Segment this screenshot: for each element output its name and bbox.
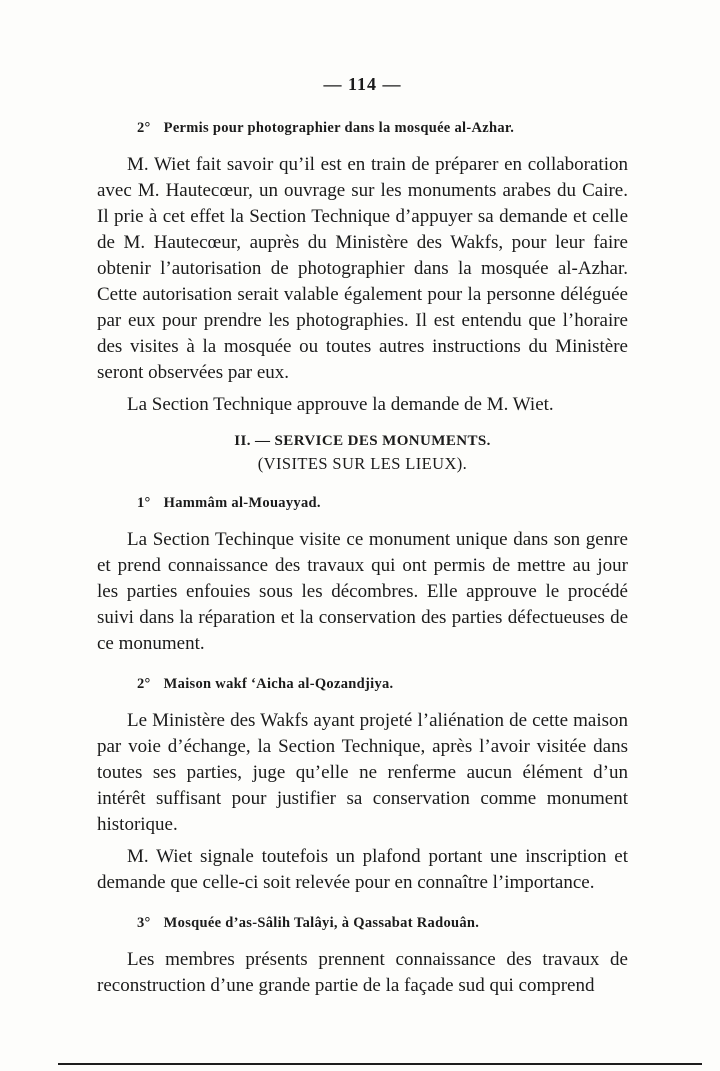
- subheading-hammam: [137, 494, 628, 512]
- paragraph-approval: La Section Technique approuve la demande de M. Wiet.: [127, 394, 554, 415]
- subheading-permis-azhar-label: Permis pour photographier dans la mosquée al-Azhar.: [163, 120, 515, 136]
- paragraph-wiet-request: M. Wiet fait savoir qu’il est en train de préparer en collaboration avec M. Hautecœur, un ouvrage sur les monuments arabes du Caire. Il prie à cet effet la Section Technique d’appuyer sa demande et celle de M. Hautecœur, auprès du Ministère des Wakfs, pour leur faire obtenir l’autorisation de photographier dans la mosquée al-Azhar. Cette autorisation serait valable également pour la personne déléguée par eux pour prendre les photographies. Il est entendu que l’horaire des visites à la mosquée ou toutes autres instructions du Ministère seront observées par eux.: [97, 154, 628, 383]
- section-title-monuments: [97, 430, 628, 476]
- paragraph-maison-alienation: Le Ministère des Wakfs ayant projeté l’aliénation de cette maison par voie d’échange, la Section Technique, après l’avoir visitée dans toutes ses parties, juge qu’elle ne renferme aucun élément d’un intérêt suffisant pour justifier sa conservation comme monument historique.: [97, 710, 628, 835]
- subheading-maison-wakf-number: 2°: [137, 676, 151, 692]
- subheading-permis-azhar: [137, 119, 628, 137]
- subheading-maison-wakf-label: Maison wakf ‘Aicha al-Qozandjiya.: [163, 676, 394, 692]
- subheading-hammam-label: Hammâm al-Mouayyad.: [163, 495, 321, 511]
- subheading-mosquee-salih-number: 3°: [137, 915, 151, 931]
- page-edge-rule: [58, 1063, 702, 1065]
- subheading-mosquee-salih: [137, 914, 628, 932]
- subheading-permis-azhar-number: 2°: [137, 120, 151, 136]
- section-title-line2: (VISITES SUR LES LIEUX).: [257, 454, 468, 473]
- section-title-line1: II. — SERVICE DES MONUMENTS.: [234, 433, 491, 449]
- paragraph-hammam-visit: La Section Techinque visite ce monument unique dans son genre et prend connaissance des travaux qui ont permis de mettre au jour les parties enfouies sous les décombres. Elle approuve le procédé suivi dans la réparation et la conservation des parties défectueuses de ce monument.: [97, 529, 628, 654]
- page-number: — 114 —: [323, 74, 402, 94]
- subheading-hammam-number: 1°: [137, 495, 151, 511]
- paragraph-plafond-inscription: M. Wiet signale toutefois un plafond portant une inscription et demande que celle-ci soit relevée pour en connaître l’importance.: [97, 846, 628, 893]
- subheading-maison-wakf: [137, 675, 628, 693]
- subheading-mosquee-salih-label: Mosquée d’as-Sâlih Talâyi, à Qassabat Radouân.: [163, 915, 480, 931]
- page-content: [97, 74, 628, 1005]
- paragraph-travaux-reconstruction: Les membres présents prennent connaissance des travaux de reconstruction d’une grande partie de la façade sud qui comprend: [97, 949, 628, 996]
